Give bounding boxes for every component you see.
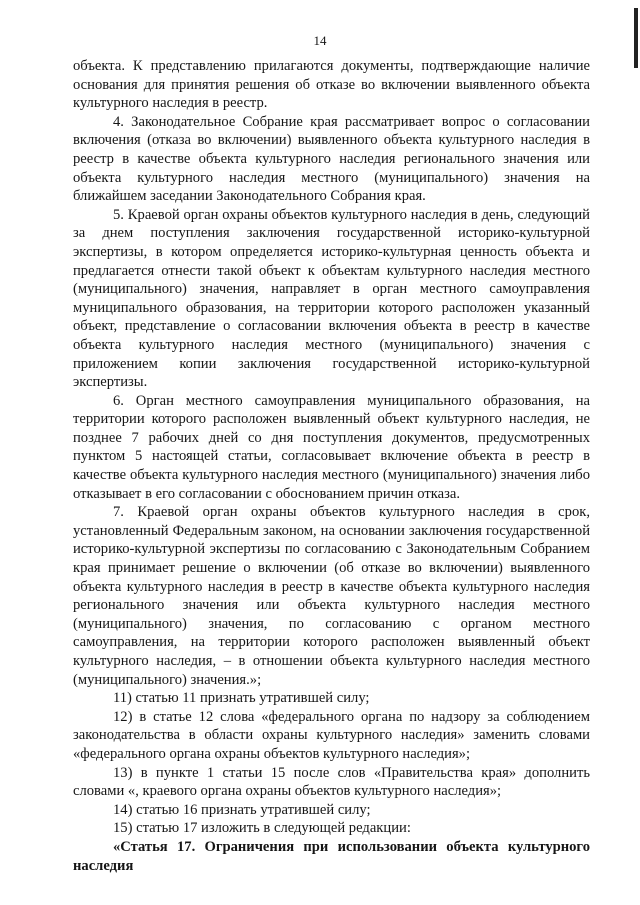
article-heading: «Статья 17. Ограничения при использовании объекта культурного наследия bbox=[73, 838, 590, 874]
document-body bbox=[73, 57, 590, 875]
amendment-item-13: 13) в пункте 1 статьи 15 после слов «Правительства края» дополнить словами «, краевого органа охраны объектов культурного наследия»; bbox=[73, 764, 590, 800]
amendment-item-12: 12) в статье 12 слова «федерального органа по надзору за соблюдением законодательства в области охраны культурного наследия» заменить словами «федерального органа охраны объектов культурного наследия»; bbox=[73, 708, 590, 762]
paragraph-continuation: объекта. К представлению прилагаются документы, подтверждающие наличие основания для принятия решения об отказе во включении выявленного объекта культурного наследия в реестр. bbox=[73, 58, 590, 112]
paragraph-item-6: 6. Орган местного самоуправления муниципального образования, на территории которого расположен выявленный объект культурного наследия, не позднее 7 рабочих дней со дня поступления документов, предусмотренных пунктом 5 настоящей статьи, согласовывает включение объекта в реестр в качестве объекта культурного наследия местного (муниципального) значения либо отказывает в его согласовании с обоснованием причин отказа. bbox=[73, 392, 590, 502]
amendment-item-15: 15) статью 17 изложить в следующей редакции: bbox=[113, 820, 411, 837]
page-number: 14 bbox=[313, 33, 327, 48]
paragraph-item-4: 4. Законодательное Собрание края рассматривает вопрос о согласовании включения (отказа во включении) выявленного объекта культурного наследия в реестр в качестве объекта культурного наследия регионального значения или объекта культурного наследия местного (муниципального) значения на ближайшем заседании Законодательного Собрания края. bbox=[73, 113, 590, 205]
paragraph-item-5: 5. Краевой орган охраны объектов культурного наследия в день, следующий за днем поступления заключения государственной историко-культурной экспертизы, в котором определяется историко-культурная ценность объекта и предлагается отнести такой объект к объектам культурного наследия местного (муниципального) значения, направляет в орган местного самоуправления муниципального образования, на территории которого расположен указанный объект, представление о согласовании включения объекта в реестр в качестве объекта культурного наследия местного (муниципального) значения с приложением копии заключения государственной историко-культурной экспертизы. bbox=[73, 206, 590, 391]
paragraph-item-7: 7. Краевой орган охраны объектов культурного наследия в срок, установленный Федеральным законом, на основании заключения государственной историко-культурной экспертизы по согласованию с Законодательным Собранием края принимает решение о включении (об отказе во включении) выявленного объекта культурного наследия в реестр в качестве объекта культурного наследия регионального значения или объекта культурного наследия местного (муниципального) значения, по согласованию с органом местного самоуправления, на территории которого расположен выявленный объект культурного наследия, – в отношении объекта культурного наследия местного (муниципального) значения.»; bbox=[73, 504, 590, 688]
amendment-item-14: 14) статью 16 признать утратившей силу; bbox=[113, 801, 371, 818]
amendment-item-11: 11) статью 11 признать утратившей силу; bbox=[113, 690, 370, 707]
